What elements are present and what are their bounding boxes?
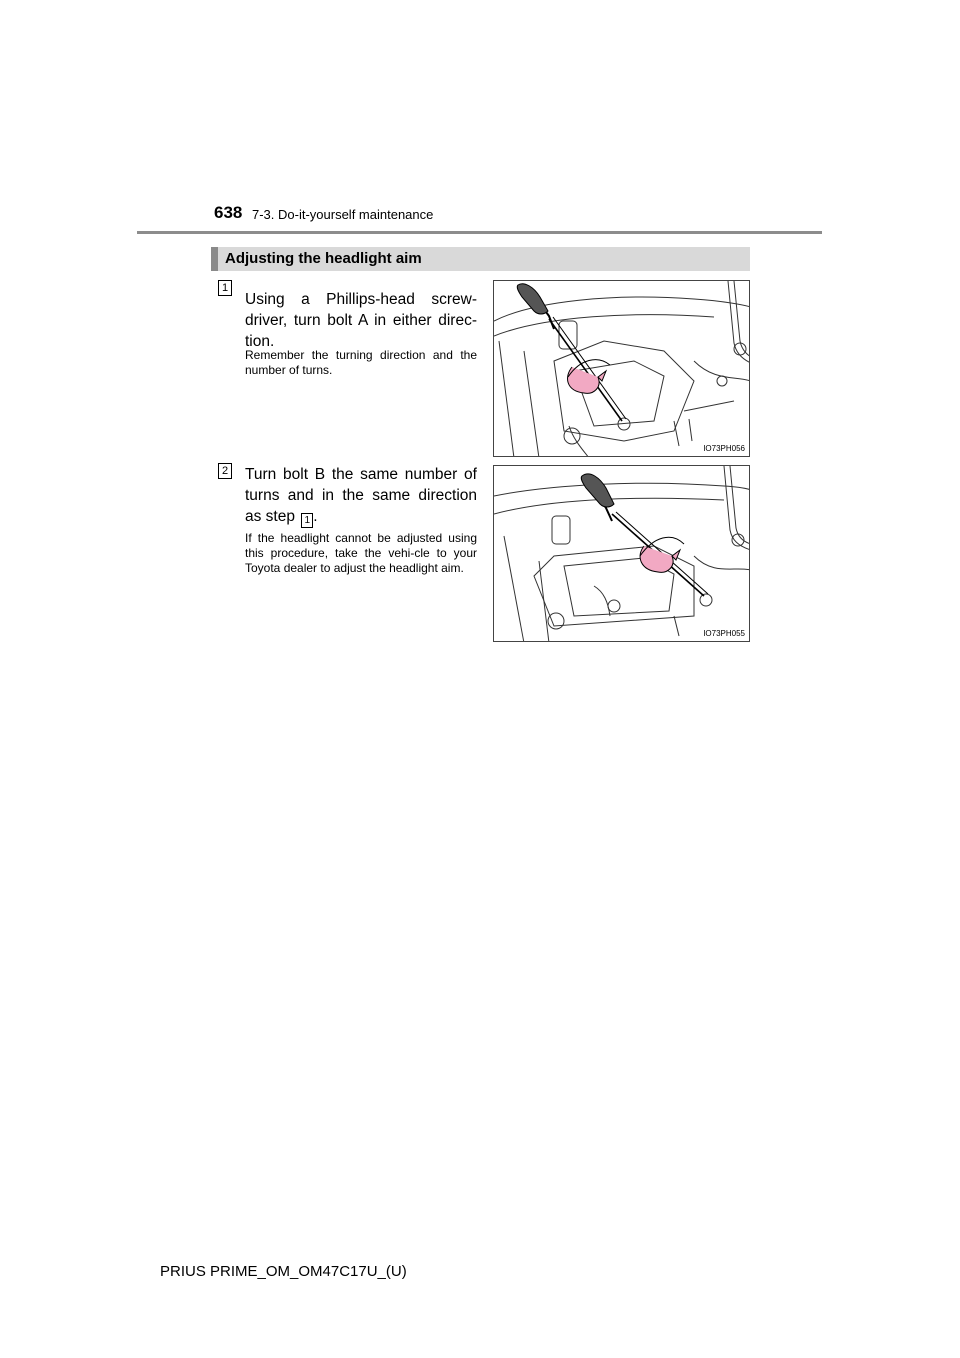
figure-code: IO73PH055 — [703, 629, 745, 638]
section-title: 7-3. Do-it-yourself maintenance — [252, 207, 434, 222]
step-1-illustration — [493, 280, 750, 457]
step-1-note: Remember the turning direction and the number of turns. — [245, 348, 477, 377]
heading-band — [211, 247, 750, 271]
step-2-number: 2 — [218, 463, 232, 479]
step-2-note: If the headlight cannot be adjusted using this procedure, take the vehi-cle to your Toyota dealer to adjust the headlight aim. — [245, 531, 477, 575]
step-2-text — [245, 464, 477, 528]
step-1-text: Using a Phillips-head screw-driver, turn bolt A in either direc-tion. — [245, 291, 477, 350]
engine-bay-drawing — [494, 466, 750, 642]
engine-bay-drawing — [494, 281, 750, 457]
page-number: 638 — [214, 203, 243, 222]
heading-marker — [211, 247, 218, 271]
header-rule — [137, 231, 822, 234]
step-2-text-main: Turn bolt B the same number of turns and in the same direction as step — [245, 466, 477, 525]
step-2-text-end: . — [313, 508, 318, 525]
heading-title: Adjusting the headlight aim — [225, 250, 422, 267]
step-1-number: 1 — [218, 280, 232, 296]
document-footer: PRIUS PRIME_OM_OM47C17U_(U) — [160, 1263, 407, 1280]
step-ref-1: 1 — [301, 513, 313, 528]
figure-code: IO73PH056 — [703, 444, 745, 453]
step-2-illustration — [493, 465, 750, 642]
